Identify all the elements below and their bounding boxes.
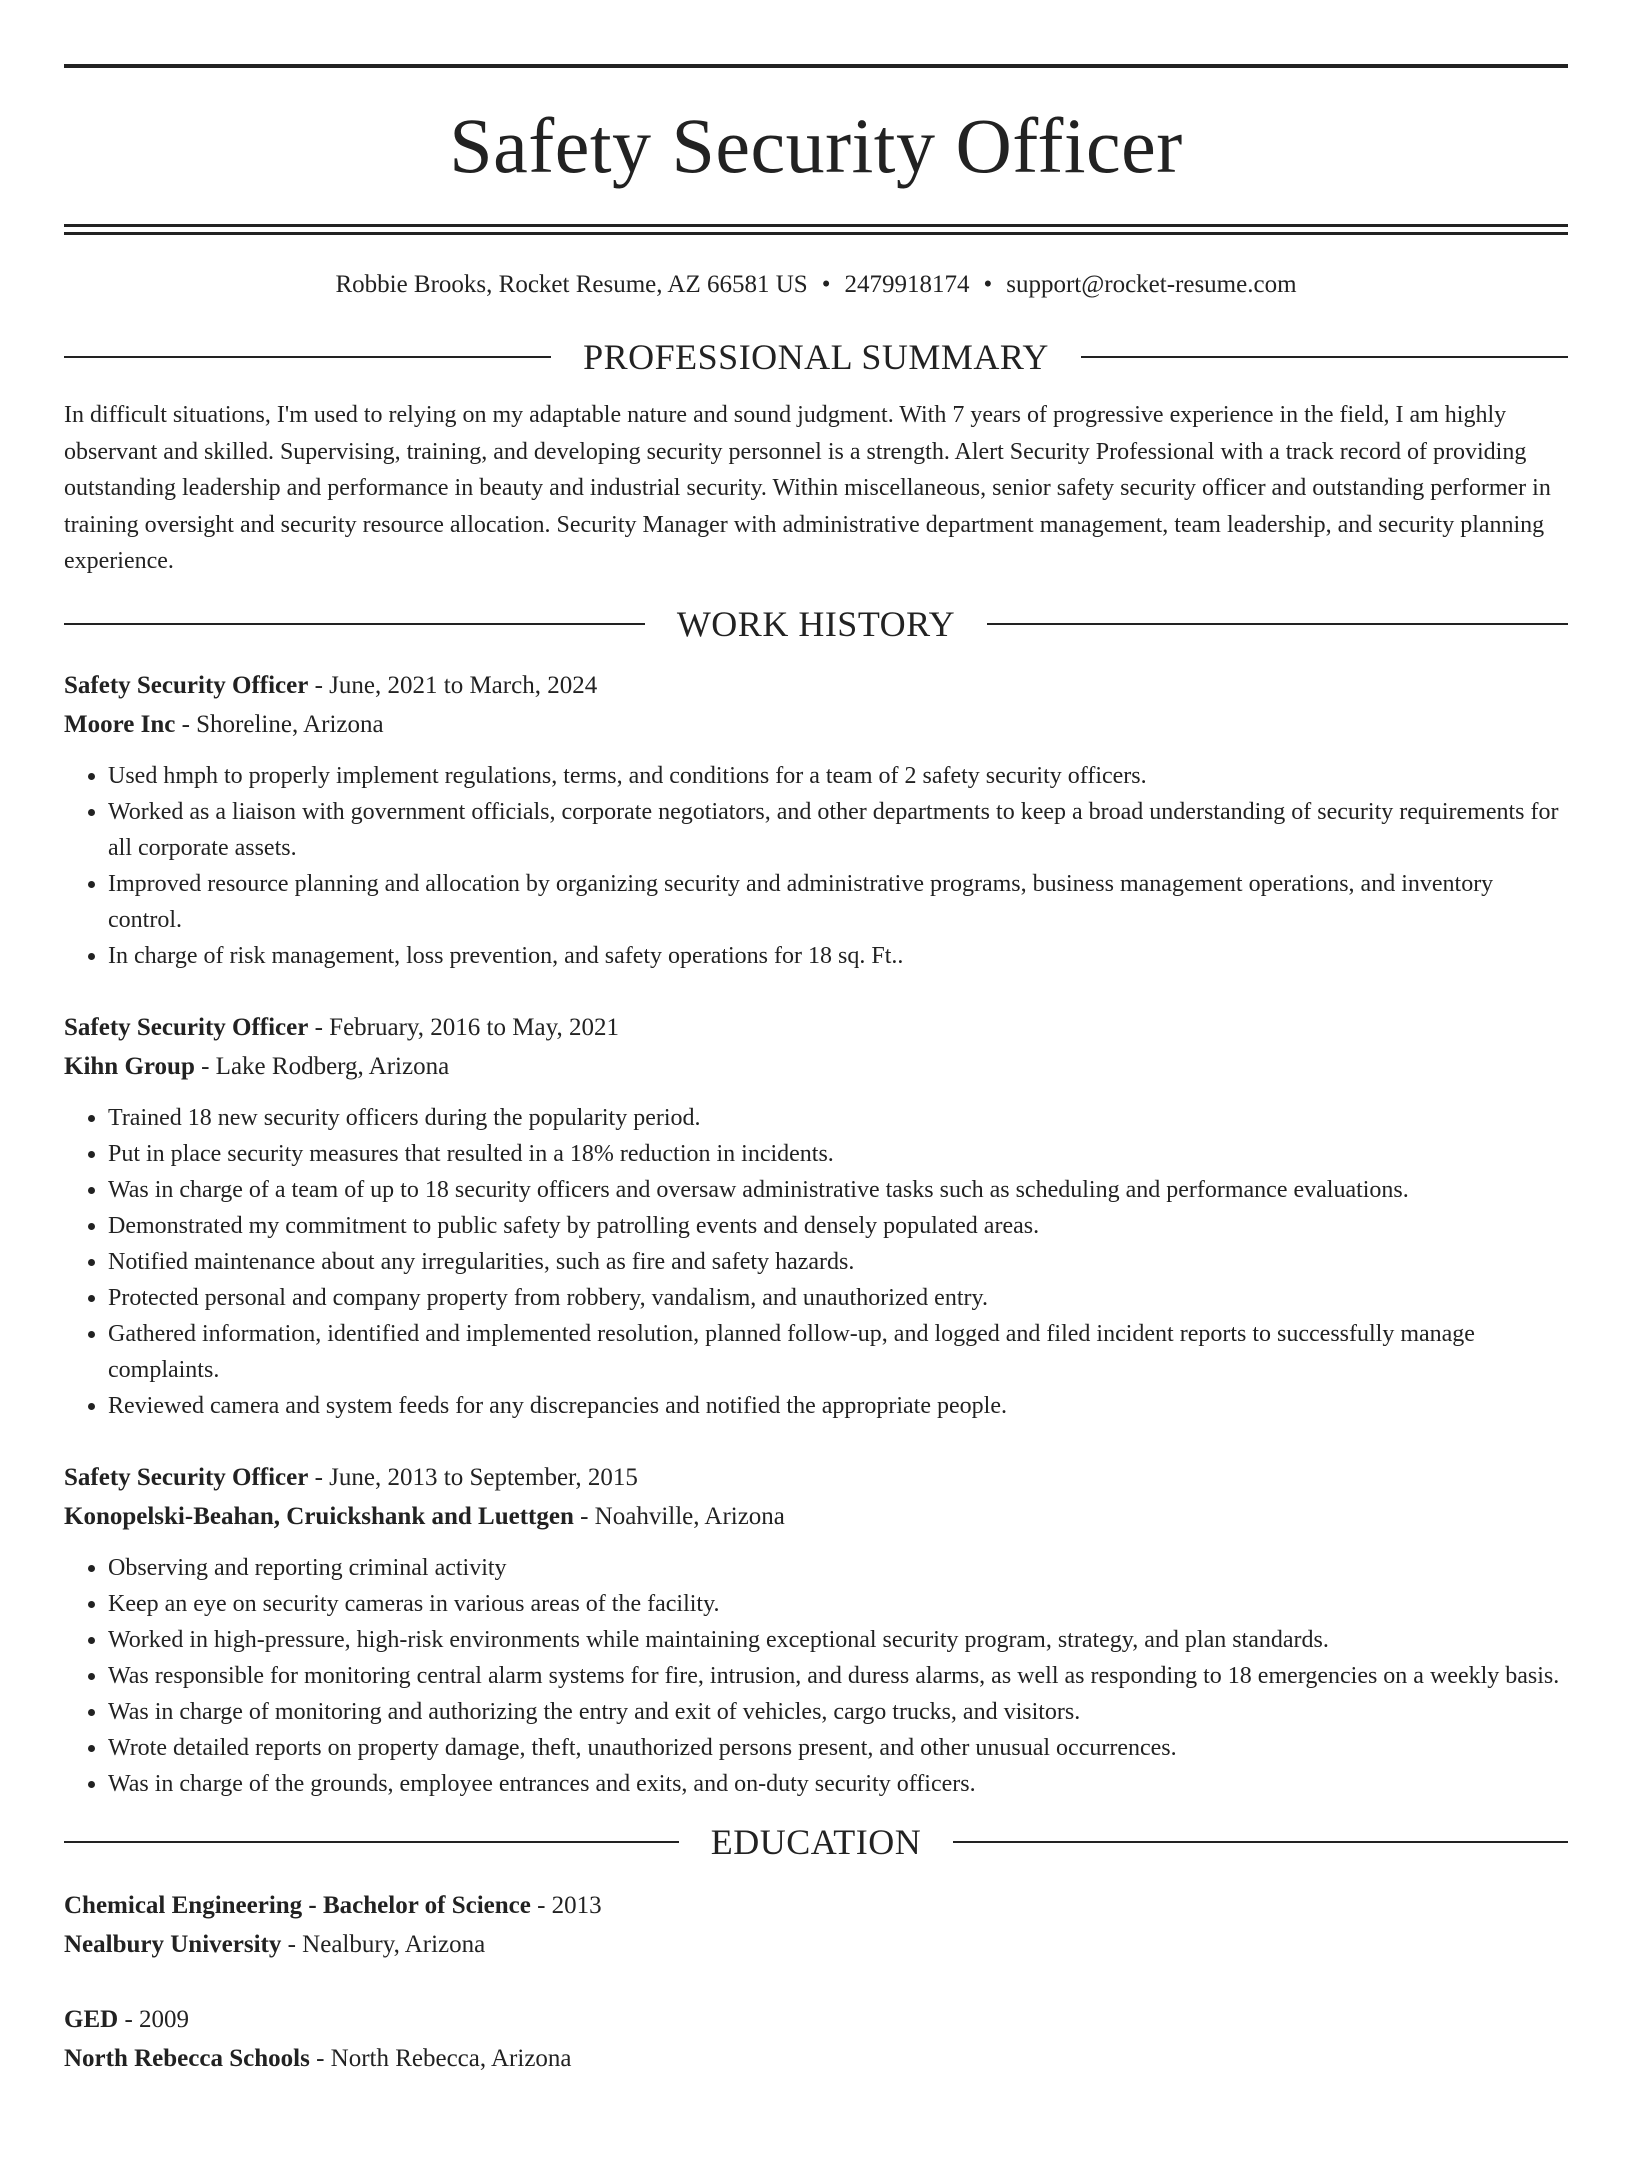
- education-degree-line: [64, 2000, 1568, 2039]
- job-bullets: [64, 1550, 1568, 1802]
- list-item: • Was responsible for monitoring central alarm systems for fire, intrusion, and duress alarms, as well as responding to 18 emergencies on a weekly basis.: [108, 1658, 1568, 1694]
- job-company-line: [64, 1497, 1568, 1536]
- job-location: - Shoreline, Arizona: [175, 710, 384, 738]
- job-company-line: [64, 705, 1568, 744]
- contact-line: [64, 269, 1568, 301]
- heading-rule-left: [64, 1841, 679, 1843]
- list-item: • Gathered information, identified and implemented resolution, planned follow-up, and logged and filed incident reports to successfully manage complaints.: [108, 1316, 1568, 1388]
- list-item: • Demonstrated my commitment to public safety by patrolling events and densely populated areas.: [108, 1208, 1568, 1244]
- job-dates: - February, 2016 to May, 2021: [308, 1013, 619, 1041]
- summary-text: In difficult situations, I'm used to relying on my adaptable nature and sound judgment. With 7 years of progressive experience in the field, I am highly observant and skilled. Supervising, training, and developing security personnel is a strength. Alert Security Professional with a track record of providing outstanding leadership and performance in beauty and industrial security. Within miscellaneous, senior safety security officer and outstanding performer in training oversight and security resource allocation. Security Manager with administrative department management, team leadership, and security planning experience.: [64, 402, 1551, 574]
- education-location: - Nealbury, Arizona: [281, 1930, 486, 1958]
- job-bullets: [64, 1100, 1568, 1424]
- contact-phone: 2479918174: [844, 271, 970, 298]
- page-title: Safety Security Officer: [449, 102, 1183, 189]
- job-title-line: [64, 666, 1568, 705]
- job-company-line: [64, 1047, 1568, 1086]
- education-degree: Chemical Engineering - Bachelor of Science: [64, 1891, 531, 1919]
- job-company: Moore Inc: [64, 710, 176, 738]
- heading-rule-right: [953, 1841, 1568, 1843]
- section-title-summary: PROFESSIONAL SUMMARY: [583, 337, 1049, 377]
- heading-rule-left: [64, 356, 551, 358]
- contact-separator: •: [821, 271, 831, 298]
- contact-address: Robbie Brooks, Rocket Resume, AZ 66581 US: [335, 271, 808, 298]
- heading-rule-right: [1081, 356, 1568, 358]
- top-rule: [64, 64, 1568, 68]
- education-location: - North Rebecca, Arizona: [309, 2044, 572, 2072]
- list-item: • Reviewed camera and system feeds for any discrepancies and notified the appropriate people.: [108, 1388, 1568, 1424]
- education-school: Nealbury University: [64, 1930, 282, 1958]
- section-heading-summary: [64, 335, 1568, 379]
- job-location: - Noahville, Arizona: [573, 1502, 785, 1530]
- list-item: • Trained 18 new security officers during the popularity period.: [108, 1100, 1568, 1136]
- list-item: • Was in charge of monitoring and authorizing the entry and exit of vehicles, cargo trucks, and visitors.: [108, 1694, 1568, 1730]
- contact-email: support@rocket-resume.com: [1006, 271, 1297, 298]
- education-degree: GED: [64, 2005, 119, 2033]
- education-entry: [64, 1886, 1568, 1964]
- list-item: • Was in charge of a team of up to 18 security officers and oversaw administrative tasks such as scheduling and performance evaluations.: [108, 1172, 1568, 1208]
- heading-rule-left: [64, 623, 645, 625]
- job-location: - Lake Rodberg, Arizona: [194, 1052, 450, 1080]
- education-school: North Rebecca Schools: [64, 2044, 310, 2072]
- list-item: • Improved resource planning and allocation by organizing security and administrative programs, business management operations, and inventory control.: [108, 866, 1568, 938]
- list-item: • Keep an eye on security cameras in various areas of the facility.: [108, 1586, 1568, 1622]
- list-item: • Notified maintenance about any irregularities, such as fire and safety hazards.: [108, 1244, 1568, 1280]
- job-company: Kihn Group: [64, 1052, 195, 1080]
- list-item: • Was in charge of the grounds, employee entrances and exits, and on-duty security officers.: [108, 1766, 1568, 1802]
- job-bullets: [64, 758, 1568, 974]
- job-title: Safety Security Officer: [64, 1013, 309, 1041]
- education-school-line: [64, 1925, 1568, 1964]
- section-title-work: WORK HISTORY: [676, 603, 956, 644]
- education-school-line: [64, 2039, 1568, 2078]
- list-item: • Protected personal and company property from robbery, vandalism, and unauthorized entry.: [108, 1280, 1568, 1316]
- job-title: Safety Security Officer: [64, 671, 309, 699]
- list-item: • Put in place security measures that resulted in a 18% reduction in incidents.: [108, 1136, 1568, 1172]
- section-title-education: EDUCATION: [710, 1821, 922, 1862]
- list-item: • Worked in high-pressure, high-risk environments while maintaining exceptional security program, strategy, and plan standards.: [108, 1622, 1568, 1658]
- heading-rule-right: [987, 623, 1568, 625]
- job-title-line: [64, 1008, 1568, 1047]
- list-item: • Used hmph to properly implement regulations, terms, and conditions for a team of 2 safety security officers.: [108, 758, 1568, 794]
- education-entry: [64, 2000, 1568, 2078]
- education-year: - 2009: [118, 2005, 190, 2033]
- section-heading-work: [64, 602, 1568, 646]
- education-year: - 2013: [530, 1891, 602, 1919]
- job-entry: [64, 1008, 1568, 1424]
- job-dates: - June, 2013 to September, 2015: [308, 1463, 638, 1491]
- resume-page: [0, 64, 1632, 2176]
- job-company: Konopelski-Beahan, Cruickshank and Luettgen: [64, 1502, 574, 1530]
- list-item: • Observing and reporting criminal activity: [108, 1550, 1568, 1586]
- job-title-line: [64, 1458, 1568, 1497]
- job-entry: [64, 666, 1568, 974]
- section-heading-education: [64, 1820, 1568, 1864]
- list-item: • Worked as a liaison with government officials, corporate negotiators, and other departments to keep a broad understanding of security requirements for all corporate assets.: [108, 794, 1568, 866]
- job-dates: - June, 2021 to March, 2024: [308, 671, 598, 699]
- list-item: • Wrote detailed reports on property damage, theft, unauthorized persons present, and other unusual occurrences.: [108, 1730, 1568, 1766]
- title-double-rule: [64, 224, 1568, 235]
- list-item: • In charge of risk management, loss prevention, and safety operations for 18 sq. Ft..: [108, 938, 1568, 974]
- contact-separator: •: [983, 271, 993, 298]
- job-title: Safety Security Officer: [64, 1463, 309, 1491]
- job-entry: [64, 1458, 1568, 1802]
- education-degree-line: [64, 1886, 1568, 1925]
